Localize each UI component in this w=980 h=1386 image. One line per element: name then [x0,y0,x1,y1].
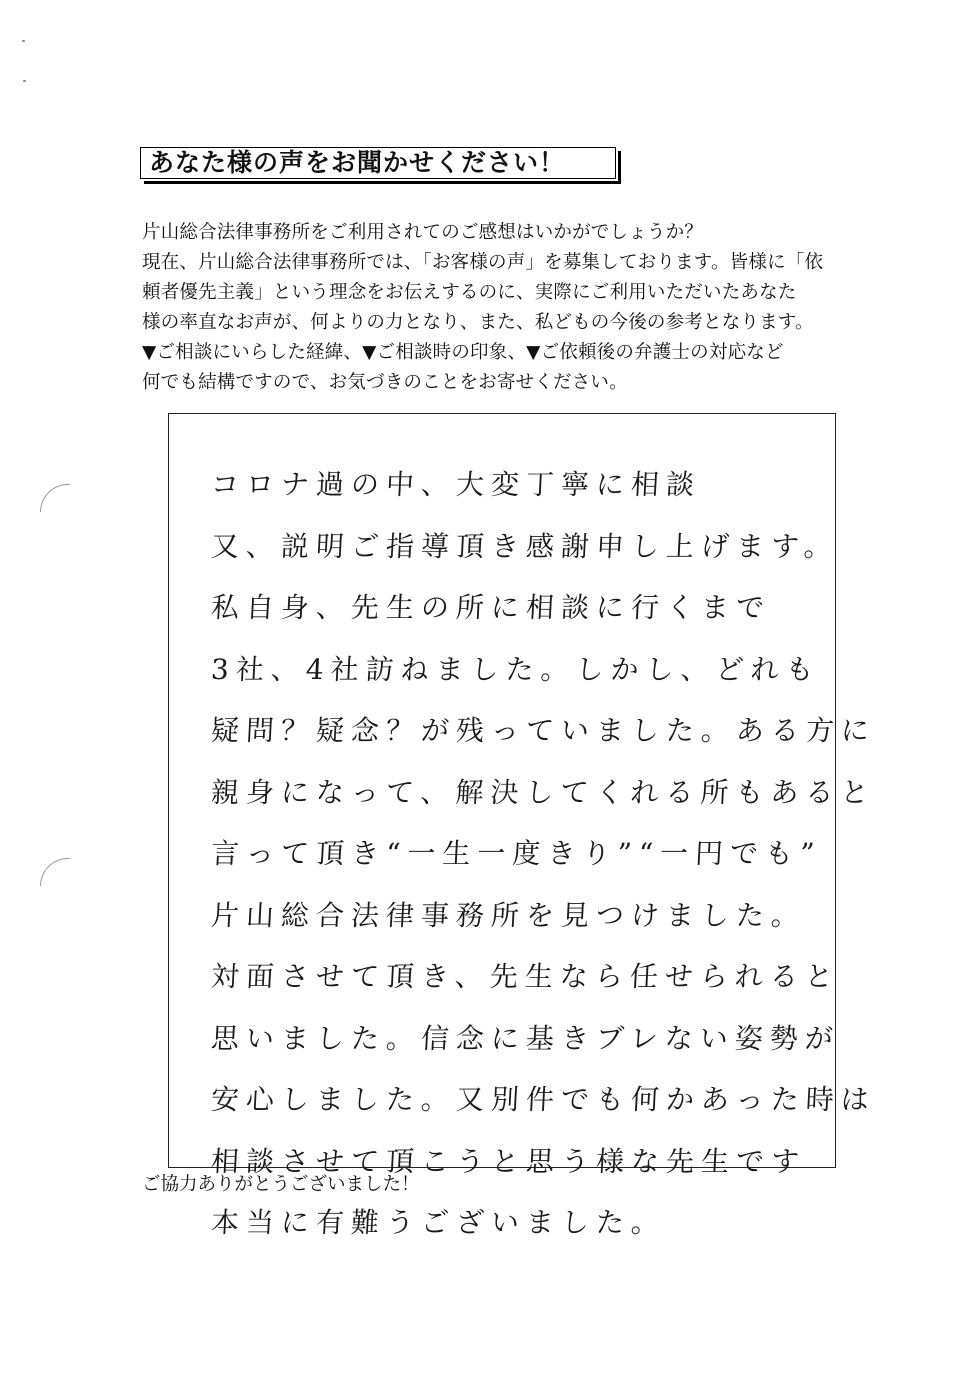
handwritten-line: 私自身、先生の所に相談に行くまで [210,591,772,624]
intro-line: 現在、片山総合法律事務所では、「お客様の声」を募集しております。皆様に「依 [142,252,824,273]
intro-line: 様の率直なお声が、何よりの力となり、また、私どもの今後の参考となります。 [142,312,814,333]
punch-hole-mark [40,484,70,512]
handwritten-line: 言って頂き“一生一度きり”“一円でも” [210,837,823,870]
handwritten-line: 本当に有難うございました。 [210,1206,667,1239]
handwritten-line: 片山総合法律事務所を見つけました。 [210,898,807,932]
intro-line: 頼者優先主義」という理念をお伝えするのに、実際にご利用いただいたあなた [142,282,797,303]
handwritten-line: 安心しました。又別件でも何かあった時は [210,1083,877,1116]
handwritten-line: 親身になって、解決してくれる所もあると [210,775,877,809]
handwritten-line: 思いました。信念に基きブレない姿勢が [210,1021,841,1055]
intro-line: ▼ご相談にいらした経緯、▼ご相談時の印象、▼ご依頼後の弁護士の対応など [142,342,784,363]
page-title: あなた様の声をお聞かせください！ [149,148,566,177]
scan-speck [23,80,26,82]
handwritten-message [210,454,877,1254]
intro-line: 何でも結構ですので、お気づきのことをお寄せください。 [142,372,628,393]
intro-line: 片山総合法律事務所をご利用されてのご感想はいかがでしょうか？ [142,222,704,243]
handwritten-line: コロナ過の中、大変丁寧に相談 [210,468,702,501]
handwritten-line: 又、説明ご指導頂き感謝申し上げます。 [210,529,840,563]
scan-speck [22,40,25,42]
punch-hole-mark [40,858,70,886]
handwritten-line: 相談させて頂こうと思う様な先生です [210,1144,807,1178]
thanks-text: ご協力ありがとうございました！ [142,1174,420,1195]
handwritten-line: 疑問？疑念？が残っていました。ある方に [210,714,877,747]
title-box [140,147,616,179]
intro-text [142,218,852,398]
handwritten-line: 3社、4社訪ねました。しかし、どれも [210,652,822,686]
handwritten-line: 対面させて頂き、先生なら任せられると [210,960,841,993]
